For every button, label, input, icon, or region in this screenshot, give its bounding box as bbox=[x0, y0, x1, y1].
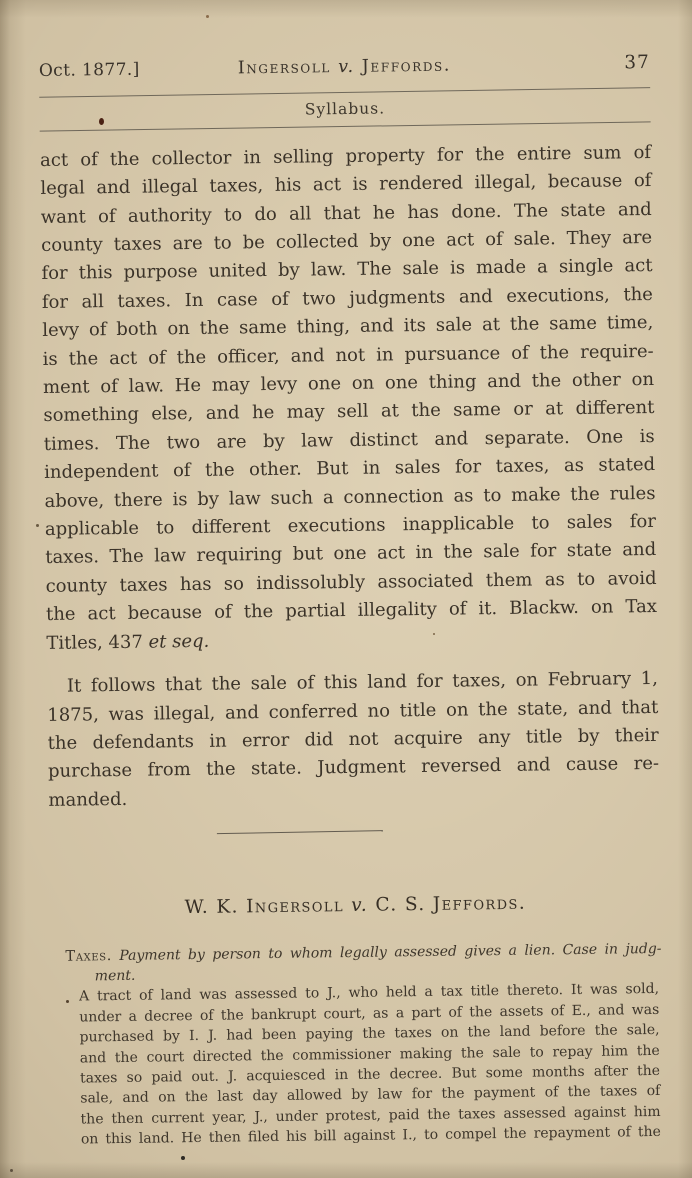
header-case-title bbox=[189, 55, 500, 79]
headnote-topic: Taxes. bbox=[65, 947, 112, 965]
syllabus-paragraph bbox=[40, 139, 658, 658]
text-line: above, there is by law such a connection as to make the rules bbox=[44, 482, 656, 512]
text-line: times. The two are by law distinct and separate. One is bbox=[43, 425, 655, 455]
closing-lines bbox=[47, 665, 659, 787]
ink-speck bbox=[181, 1156, 185, 1160]
headnote-body bbox=[79, 979, 661, 1150]
running-head: Syllabus. bbox=[304, 99, 386, 119]
text-line: and the court directed the commissioner making the sale to repay him the bbox=[79, 1042, 660, 1067]
citation-italic: et seq. bbox=[148, 630, 210, 653]
text-line: under a decree of the bankrupt court, as a part of the assets of E., and was bbox=[79, 1001, 660, 1026]
header-case-name1: Ingersoll bbox=[237, 57, 332, 79]
text-line: 1875, was illegal, and conferred no title on the state, and that bbox=[47, 696, 659, 726]
text-line: ment of law. He may levy one on one thing and the other on bbox=[42, 368, 655, 398]
section-divider bbox=[217, 830, 383, 834]
ink-speck bbox=[66, 1000, 69, 1003]
text-line: something else, and he may sell at the same or at different bbox=[43, 397, 655, 427]
headnote-line2: ment. bbox=[94, 967, 136, 985]
ink-speck bbox=[10, 1169, 13, 1172]
headnote-italic1: Payment by person to whom legally assessed gives a lien. Case in judg- bbox=[119, 940, 662, 964]
text-line: is the act of the officer, and not in pursuance of the require- bbox=[42, 340, 654, 370]
text-line: county taxes has so indissolubly associated them as to avoid bbox=[45, 567, 657, 597]
text-line: It follows that the sale of this land for taxes, on February 1, bbox=[66, 668, 659, 697]
closing-paragraph bbox=[47, 665, 660, 815]
text-line: A tract of land was assessed to J., who held a tax title thereto. It was sold, bbox=[78, 981, 660, 1005]
caption-versus: v. bbox=[351, 894, 369, 916]
header-date: Oct. 1877.] bbox=[38, 59, 140, 81]
text-line: sale, and on the last day allowed by law for the payment of the taxes of bbox=[80, 1083, 661, 1107]
caption-name1: W. K. Ingersoll bbox=[184, 894, 345, 918]
text-line: taxes. The law requiring but one act in the sale for state and bbox=[45, 539, 657, 569]
closing-last-line: manded. bbox=[48, 788, 128, 811]
text-line: want of authority to do all that he has done. The state and bbox=[40, 198, 652, 228]
text-line: for this purpose united by law. The sale is made a single act bbox=[41, 255, 653, 285]
page-header bbox=[39, 52, 650, 81]
ink-speck bbox=[433, 633, 435, 635]
header-versus: v. bbox=[337, 56, 355, 78]
citation-roman: Titles, 437 bbox=[46, 631, 149, 654]
caption-name2: C. S. Jeffords. bbox=[375, 892, 527, 916]
case-caption bbox=[50, 890, 661, 919]
text-line: act of the collector in selling property for the entire sum of bbox=[39, 141, 652, 171]
header-case-name2: Jeffords. bbox=[361, 55, 452, 77]
ink-speck bbox=[206, 15, 209, 18]
headnote bbox=[50, 938, 664, 1150]
ink-speck bbox=[99, 118, 104, 125]
text-line: levy of both on the same thing, and its sale at the same time, bbox=[42, 312, 654, 342]
text-line: for all taxes. In case of two judgments and executions, the bbox=[41, 283, 654, 313]
text-line: the then current year, J., under protest, paid the taxes assessed against him bbox=[80, 1103, 661, 1128]
text-line: the defendants in error did not acquire any title by their bbox=[47, 724, 659, 754]
text-line: legal and illegal taxes, his act is rendered illegal, because of bbox=[40, 170, 652, 200]
text-line: independent of the other. But in sales for taxes, as stated bbox=[44, 454, 656, 484]
text-line: purchase from the state. Judgment reversed and cause re- bbox=[47, 753, 660, 783]
text-line: applicable to different executions inapplicable to sales for bbox=[44, 511, 656, 541]
ink-speck bbox=[36, 524, 39, 527]
text-line: on this land. He then filed his bill against I., to compel the repayment of the bbox=[80, 1124, 661, 1148]
text-line: the act because of the partial illegality of it. Blackw. on Tax bbox=[45, 596, 658, 626]
text-line: taxes so paid out. J. acquiesced in the decree. But some months after the bbox=[79, 1062, 661, 1087]
syllabus-lines bbox=[40, 139, 657, 630]
text-line: purchased by I. J. had been paying the taxes on the land before the sale, bbox=[79, 1022, 660, 1046]
page-number: 37 bbox=[624, 51, 650, 74]
text-line: county taxes are to be collected by one act of sale. They are bbox=[41, 226, 653, 256]
